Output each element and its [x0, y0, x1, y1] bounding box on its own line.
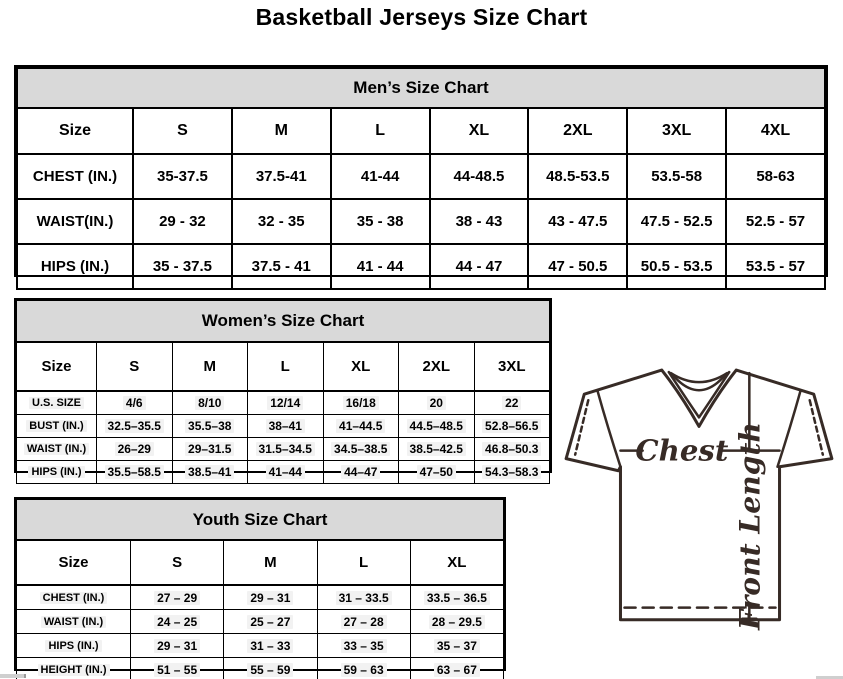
size-value-cell	[131, 585, 224, 610]
size-value-cell: 41-44	[331, 154, 430, 199]
highlighted-text: 41–44.5	[336, 419, 385, 433]
size-value-cell	[323, 415, 399, 438]
row-label: CHEST (IN.)	[17, 154, 133, 199]
highlighted-text: 25 – 27	[247, 615, 293, 629]
highlighted-text: 22	[502, 396, 521, 410]
size-value-cell: 29 - 32	[133, 199, 232, 244]
highlighted-text: 59 – 63	[341, 663, 387, 677]
table-row	[17, 634, 504, 658]
highlighted-text: WAIST (IN.)	[41, 616, 106, 628]
highlighted-text: 35 – 37	[434, 639, 480, 653]
size-value-cell	[323, 391, 399, 415]
table-row	[17, 244, 825, 289]
size-value-cell	[399, 438, 475, 461]
size-value-cell: 47 - 50.5	[528, 244, 627, 289]
column-header-xl: XL	[323, 342, 399, 391]
size-value-cell	[248, 415, 324, 438]
size-value-cell: 43 - 47.5	[528, 199, 627, 244]
row-label	[17, 610, 131, 634]
size-value-cell	[131, 610, 224, 634]
highlighted-text: HIPS (IN.)	[45, 640, 101, 652]
highlighted-text: 8/10	[195, 396, 224, 410]
size-value-cell	[474, 438, 550, 461]
column-header-3xl: 3XL	[474, 342, 550, 391]
youth-size-chart-table	[14, 497, 506, 677]
women-table-title: Women’s Size Chart	[17, 301, 550, 343]
column-header-size: Size	[17, 108, 133, 154]
size-value-cell: 48.5-53.5	[528, 154, 627, 199]
highlighted-text: HEIGHT (IN.)	[38, 664, 110, 676]
highlighted-text: 38–41	[266, 419, 305, 433]
highlighted-text: 44–47	[341, 465, 380, 479]
highlighted-text: 33 – 35	[341, 639, 387, 653]
mens-size-chart-table	[14, 65, 828, 277]
size-value-cell	[97, 461, 173, 484]
highlighted-text: 38.5–41	[185, 465, 234, 479]
size-value-cell	[224, 585, 317, 610]
size-value-cell	[323, 461, 399, 484]
highlighted-text: 51 – 55	[154, 663, 200, 677]
size-value-cell	[410, 610, 503, 634]
youth-table-title: Youth Size Chart	[17, 500, 504, 541]
highlighted-text: BUST (IN.)	[26, 420, 86, 432]
column-header-3xl: 3XL	[627, 108, 726, 154]
size-value-cell	[399, 461, 475, 484]
highlighted-text: 32.5–35.5	[105, 419, 164, 433]
highlighted-text: 31 – 33.5	[336, 591, 392, 605]
size-value-cell	[172, 461, 248, 484]
column-header-m: M	[172, 342, 248, 391]
size-value-cell	[248, 438, 324, 461]
highlighted-text: 54.3–58.3	[482, 465, 541, 479]
highlighted-text: 55 – 59	[247, 663, 293, 677]
table-row	[17, 461, 550, 484]
size-value-cell	[248, 461, 324, 484]
size-value-cell: 32 - 35	[232, 199, 331, 244]
row-label	[17, 391, 97, 415]
column-header-2xl: 2XL	[399, 342, 475, 391]
youth-table	[16, 499, 504, 679]
size-value-cell: 50.5 - 53.5	[627, 244, 726, 289]
column-header-s: S	[97, 342, 173, 391]
table-row	[17, 438, 550, 461]
size-value-cell: 37.5-41	[232, 154, 331, 199]
column-header-m: M	[232, 108, 331, 154]
row-label	[17, 585, 131, 610]
row-label: HIPS (IN.)	[17, 244, 133, 289]
highlighted-text: 41–44	[266, 465, 305, 479]
highlighted-text: 46.8–50.3	[482, 442, 541, 456]
table-title-row	[17, 301, 550, 343]
size-value-cell	[317, 634, 410, 658]
size-value-cell: 58-63	[726, 154, 825, 199]
chest-label: Chest	[635, 433, 729, 468]
size-value-cell: 53.5 - 57	[726, 244, 825, 289]
size-value-cell	[131, 658, 224, 679]
size-value-cell	[172, 438, 248, 461]
highlighted-text: 27 – 29	[154, 591, 200, 605]
jersey-outline-icon	[558, 360, 840, 662]
size-value-cell	[474, 415, 550, 438]
row-label	[17, 438, 97, 461]
jersey-measurement-diagram	[558, 360, 840, 662]
size-value-cell	[97, 438, 173, 461]
table-row	[17, 154, 825, 199]
row-label	[17, 658, 131, 679]
size-value-cell: 37.5 - 41	[232, 244, 331, 289]
column-header-l: L	[317, 540, 410, 585]
size-value-cell: 44 - 47	[430, 244, 529, 289]
highlighted-text: 38.5–42.5	[407, 442, 466, 456]
column-header-2xl: 2XL	[528, 108, 627, 154]
size-value-cell: 52.5 - 57	[726, 199, 825, 244]
size-value-cell	[317, 658, 410, 679]
size-value-cell	[224, 658, 317, 679]
highlighted-text: HIPS (IN.)	[28, 466, 84, 478]
highlighted-text: 35.5–38	[185, 419, 234, 433]
front-length-label: Front Length	[733, 422, 767, 631]
size-value-cell	[474, 461, 550, 484]
column-header-m: M	[224, 540, 317, 585]
column-header-s: S	[133, 108, 232, 154]
column-header-xl: XL	[430, 108, 529, 154]
size-value-cell	[410, 634, 503, 658]
highlighted-text: 4/6	[123, 396, 146, 410]
highlighted-text: 28 – 29.5	[429, 615, 485, 629]
column-header-row	[17, 342, 550, 391]
size-value-cell	[172, 391, 248, 415]
size-value-cell	[224, 610, 317, 634]
highlighted-text: 44.5–48.5	[407, 419, 466, 433]
scrollbar-fragment-left[interactable]	[0, 674, 26, 678]
column-header-row	[17, 108, 825, 154]
size-value-cell	[248, 391, 324, 415]
row-label	[17, 634, 131, 658]
size-value-cell	[399, 391, 475, 415]
table-row	[17, 658, 504, 679]
size-value-cell	[224, 634, 317, 658]
size-value-cell	[131, 634, 224, 658]
column-header-l: L	[331, 108, 430, 154]
highlighted-text: 29–31.5	[185, 442, 234, 456]
table-row	[17, 199, 825, 244]
highlighted-text: 29 – 31	[154, 639, 200, 653]
table-row	[17, 585, 504, 610]
highlighted-text: 29 – 31	[247, 591, 293, 605]
highlighted-text: 33.5 – 36.5	[424, 591, 490, 605]
column-header-xl: XL	[410, 540, 503, 585]
men-table-title: Men’s Size Chart	[17, 68, 825, 108]
highlighted-text: 35.5–58.5	[105, 465, 164, 479]
table-title-row	[17, 500, 504, 541]
size-value-cell	[317, 585, 410, 610]
size-value-cell: 41 - 44	[331, 244, 430, 289]
womens-table	[16, 300, 550, 484]
highlighted-text: CHEST (IN.)	[40, 592, 108, 604]
highlighted-text: WAIST (IN.)	[24, 443, 89, 455]
size-value-cell: 35 - 37.5	[133, 244, 232, 289]
highlighted-text: 20	[427, 396, 446, 410]
column-header-row	[17, 540, 504, 585]
table-row	[17, 415, 550, 438]
highlighted-text: 47–50	[417, 465, 456, 479]
size-value-cell	[410, 585, 503, 610]
size-value-cell: 35-37.5	[133, 154, 232, 199]
size-value-cell: 38 - 43	[430, 199, 529, 244]
highlighted-text: 27 – 28	[341, 615, 387, 629]
row-label	[17, 461, 97, 484]
size-value-cell	[410, 658, 503, 679]
womens-size-chart-table	[14, 298, 552, 479]
column-header-s: S	[131, 540, 224, 585]
row-label: WAIST(IN.)	[17, 199, 133, 244]
size-value-cell: 47.5 - 52.5	[627, 199, 726, 244]
highlighted-text: 63 – 67	[434, 663, 480, 677]
size-value-cell: 53.5-58	[627, 154, 726, 199]
highlighted-text: U.S. SIZE	[29, 397, 84, 409]
size-value-cell	[317, 610, 410, 634]
highlighted-text: 24 – 25	[154, 615, 200, 629]
size-value-cell	[474, 391, 550, 415]
size-value-cell	[323, 438, 399, 461]
highlighted-text: 12/14	[267, 396, 303, 410]
size-value-cell: 44-48.5	[430, 154, 529, 199]
column-header-4xl: 4XL	[726, 108, 825, 154]
highlighted-text: 52.8–56.5	[482, 419, 541, 433]
mens-table	[16, 67, 826, 290]
column-header-size: Size	[17, 540, 131, 585]
highlighted-text: 31.5–34.5	[256, 442, 315, 456]
row-label	[17, 415, 97, 438]
size-value-cell: 35 - 38	[331, 199, 430, 244]
table-row	[17, 610, 504, 634]
highlighted-text: 31 – 33	[247, 639, 293, 653]
column-header-l: L	[248, 342, 324, 391]
highlighted-text: 16/18	[343, 396, 379, 410]
size-value-cell	[399, 415, 475, 438]
table-row	[17, 391, 550, 415]
size-value-cell	[172, 415, 248, 438]
column-header-size: Size	[17, 342, 97, 391]
highlighted-text: 34.5–38.5	[331, 442, 390, 456]
table-title-row	[17, 68, 825, 108]
page-title: Basketball Jerseys Size Chart	[255, 4, 588, 30]
highlighted-text: 26–29	[115, 442, 154, 456]
size-value-cell	[97, 415, 173, 438]
size-value-cell	[97, 391, 173, 415]
